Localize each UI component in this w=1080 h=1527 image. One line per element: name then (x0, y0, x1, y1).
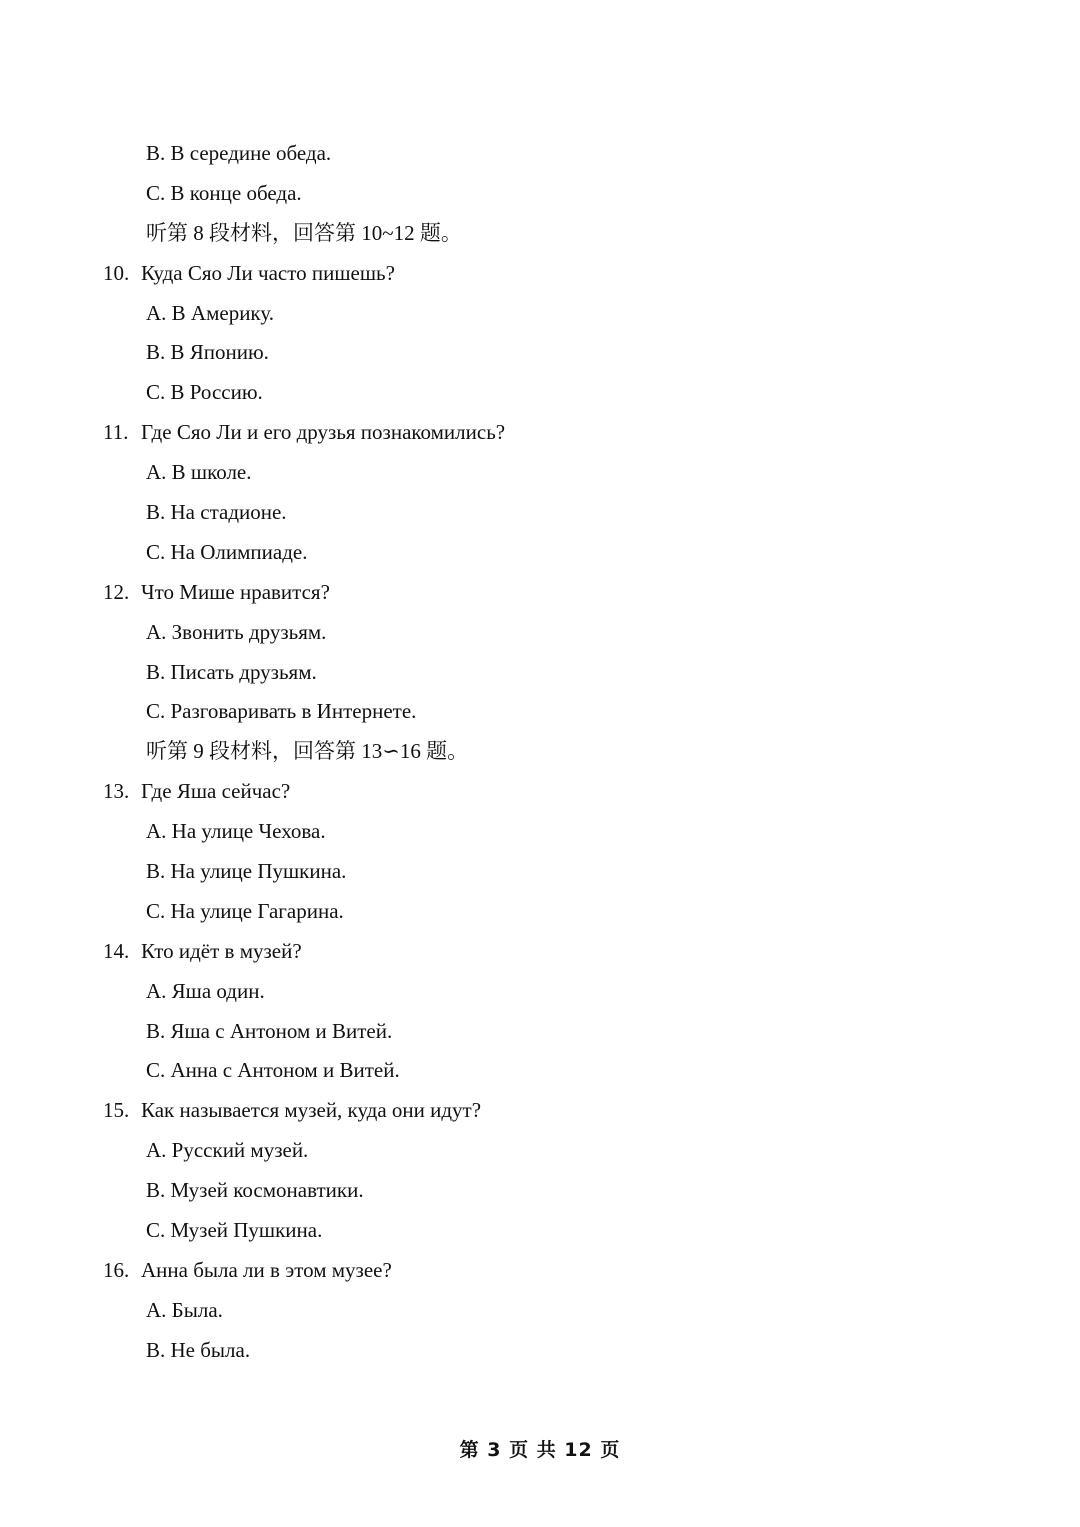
option-line: B. В Японию. (146, 340, 269, 365)
option-line: B. Яша с Антоном и Витей. (146, 1018, 393, 1043)
question-line (0, 1090, 1080, 1130)
question-number: 11. (103, 420, 129, 445)
option-line: C. Анна с Антоном и Витей. (146, 1058, 400, 1083)
question-text: Как называется музей, куда они идут? (141, 1098, 482, 1123)
option-line: A. В Америку. (146, 300, 274, 325)
question-line (0, 771, 1080, 811)
question-number: 15. (103, 1098, 130, 1123)
option-line: C. В Россию. (146, 380, 263, 405)
option-line: B. В середине обеда. (146, 141, 332, 165)
question-number: 10. (103, 260, 130, 285)
option-line: B. Не была. (146, 1337, 251, 1362)
page-footer: 第 3 页 共 12 页 (459, 1439, 621, 1461)
question-number: 14. (103, 938, 130, 963)
option-line: C. Разговаривать в Интернете. (146, 699, 417, 724)
question-line (0, 412, 1080, 452)
option-line: A. В школе. (146, 460, 252, 485)
question-text: Где Сяо Ли и его друзья познакомились? (141, 420, 506, 445)
option-line: A. Была. (146, 1297, 223, 1322)
page-content (0, 133, 1080, 1370)
question-text: Анна была ли в этом музее? (141, 1257, 392, 1282)
option-line: A. На улице Чехова. (146, 819, 326, 844)
question-text: Кто идёт в музей? (141, 938, 302, 963)
option-line: A. Русский музей. (146, 1138, 309, 1163)
question-text: Что Мише нравится? (141, 579, 330, 604)
question-number: 13. (103, 779, 130, 804)
option-line: B. На стадионе. (146, 500, 287, 525)
question-line (0, 1250, 1080, 1290)
question-text: Где Яша сейчас? (141, 779, 291, 804)
option-line: A. Звонить друзьям. (146, 619, 327, 644)
option-line: B. Музей космонавтики. (146, 1178, 364, 1203)
option-line: B. Писать друзьям. (146, 659, 317, 684)
option-line: C. На улице Гагарина. (146, 898, 344, 923)
question-line (0, 253, 1080, 293)
question-number: 12. (103, 579, 130, 604)
option-line: B. На улице Пушкина. (146, 859, 347, 884)
question-text: Куда Сяо Ли часто пишешь? (141, 260, 395, 285)
question-line (0, 572, 1080, 612)
section-instruction: 听第 9 段材料，回答第 13∽16 题。 (146, 739, 469, 764)
section-instruction: 听第 8 段材料，回答第 10~12 题。 (146, 220, 462, 245)
option-line: C. Музей Пушкина. (146, 1218, 323, 1243)
option-line: C. В конце обеда. (146, 180, 302, 205)
option-line: C. На Олимпиаде. (146, 539, 308, 564)
question-number: 16. (103, 1257, 130, 1282)
question-line (0, 931, 1080, 971)
option-line: A. Яша один. (146, 978, 265, 1003)
